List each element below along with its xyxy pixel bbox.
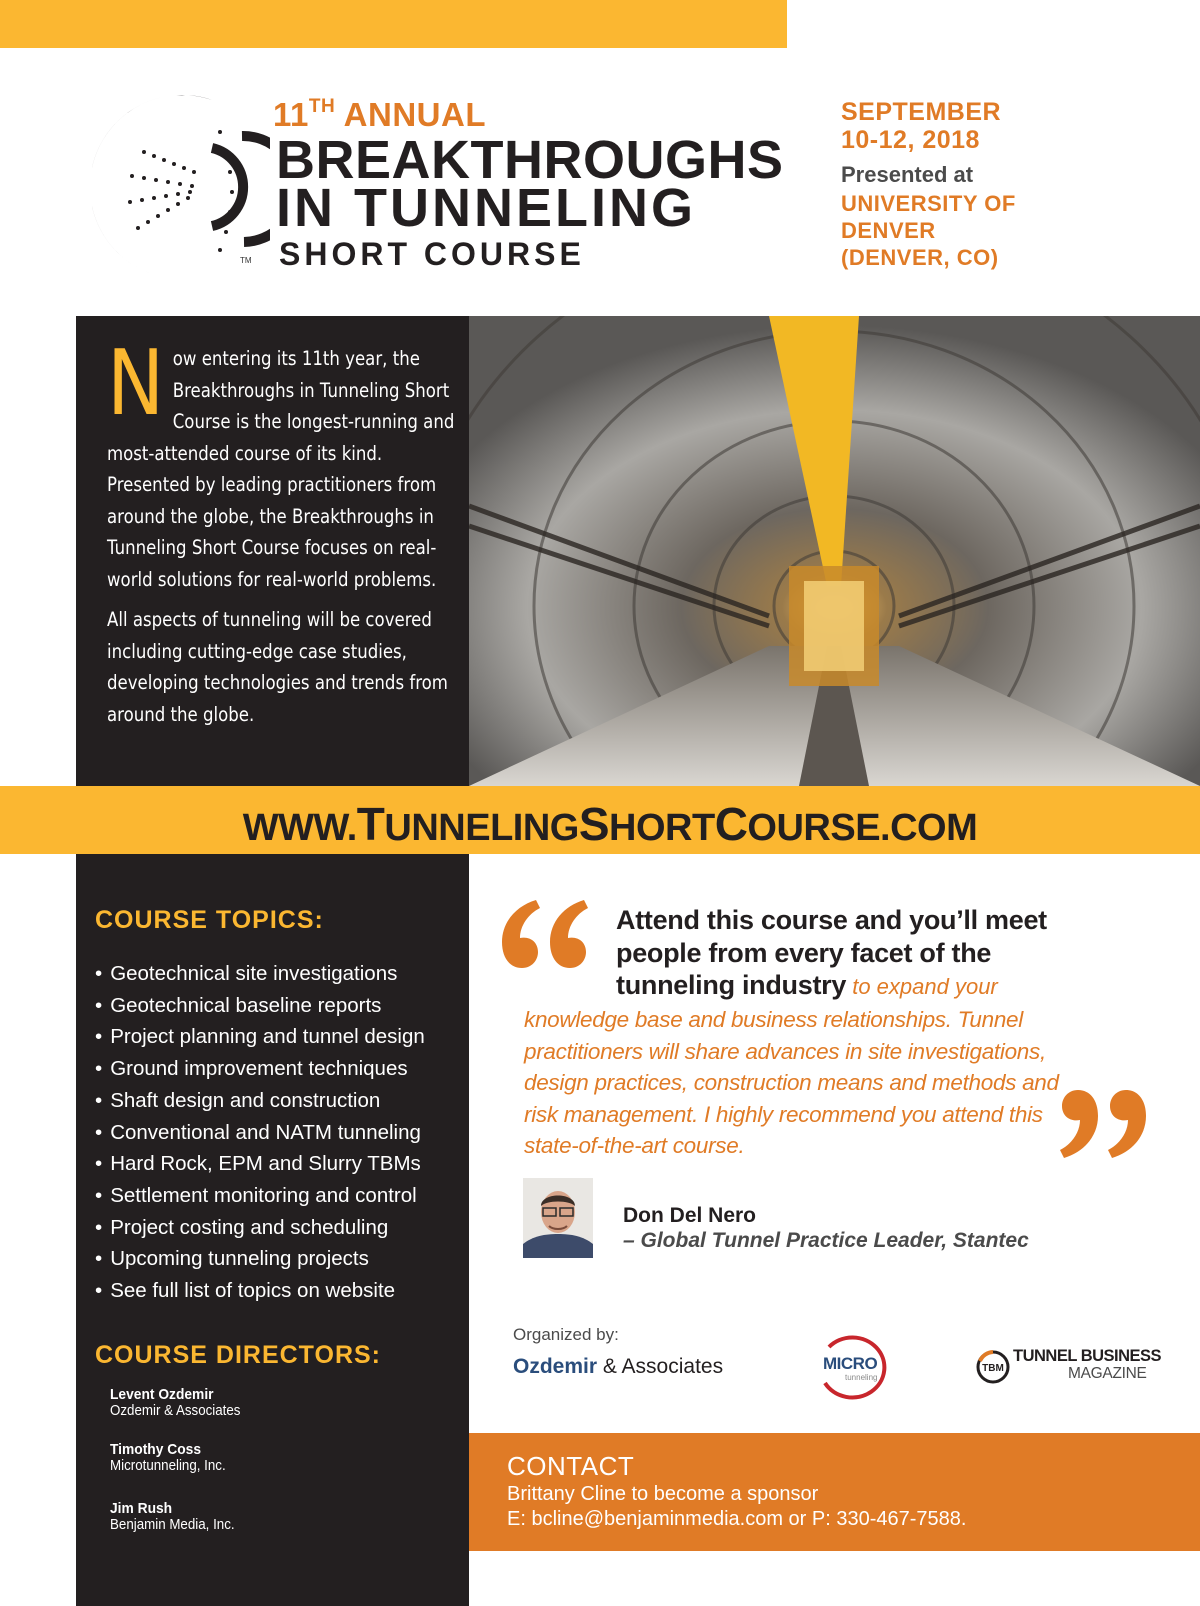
close-quote-icon [1058,1084,1150,1162]
course-topics-list [95,958,425,1307]
list-item: • Hard Rock, EPM and Slurry TBMs [95,1148,425,1180]
tunnel-photo [469,316,1200,786]
open-quote-icon [498,896,590,974]
director-name: Levent Ozdemir [110,1386,214,1403]
director-org: Benjamin Media, Inc. [110,1517,235,1533]
speaker-photo [523,1178,593,1258]
list-item: • Project planning and tunnel design [95,1021,425,1053]
title-line-2: IN TUNNELING [276,178,696,238]
director-entry [110,1386,240,1420]
list-item: • See full list of topics on website [95,1275,425,1307]
list-item: • Upcoming tunneling projects [95,1243,425,1275]
list-item: • Settlement monitoring and control [95,1180,425,1212]
intro-paragraph-2: All aspects of tunneling will be covered including cutting-edge case studies, developing technologies and trends from around the globe. [107,608,448,726]
course-directors-heading: COURSE DIRECTORS: [95,1341,382,1369]
list-item: • Ground improvement techniques [95,1053,425,1085]
organized-by-label: Organized by: [513,1325,619,1344]
director-entry [110,1500,235,1534]
director-org: Microtunneling, Inc. [110,1458,226,1474]
tbm-badge-text: TBM [982,1363,1004,1374]
tbm-logo-line-2: MAGAZINE [1068,1365,1147,1382]
contact-sponsor-text: Brittany Cline to become a sponsor [507,1483,819,1505]
director-name: Timothy Coss [110,1441,201,1458]
event-venue: UNIVERSITY OF DENVER (DENVER, CO) [841,191,1016,270]
tbm-logo-line-1: TUNNEL BUSINESS [1013,1347,1162,1365]
list-item: • Project costing and scheduling [95,1212,425,1244]
speaker-name: Don Del Nero [623,1204,757,1227]
list-item: • Conventional and NATM tunneling [95,1117,425,1149]
presented-at-label: Presented at [841,162,974,187]
contact-heading: CONTACT [507,1451,635,1481]
quote-body: knowledge base and business relationships. Tunnel practitioners will share advances in site investigations, design practices, construction means and methods and risk management. I highly recommend you attend this state-of-the-art course. [524,1007,1059,1158]
list-item: • Geotechnical baseline reports [95,990,425,1022]
list-item: • Geotechnical site investigations [95,958,425,990]
top-accent-bar [0,0,787,48]
director-entry [110,1441,226,1475]
contact-details-link[interactable]: E: bcline@benjaminmedia.com or P: 330-467-7588. [507,1508,967,1530]
tunnel-logo-icon [92,92,270,282]
list-item: • Shaft design and construction [95,1085,425,1117]
event-date: SEPTEMBER 10-12, 2018 [841,98,1002,154]
drop-cap: N [107,331,165,436]
director-org: Ozdemir & Associates [110,1403,241,1419]
quote-headline: Attend this course and you’ll meet people from every facet of the tunneling industry to expand your [616,905,1047,1000]
annual-edition: 11TH ANNUAL [273,96,486,133]
tbm-logo-icon [975,1349,1011,1385]
title-line-3: SHORT COURSE [279,236,585,272]
website-url-link[interactable]: WWW.TUNNELINGSHORTCOURSE.COM [242,798,978,850]
speaker-title: – Global Tunnel Practice Leader, Stantec [623,1229,1029,1252]
microtunneling-logo-subtext: tunneling [845,1373,878,1382]
intro-text: Now entering its 11th year, the Breakthroughs in Tunneling Short Course is the longest-running and most-attended course of its kind. Presented by leading practitioners from around the globe, the Breakthroughs in Tunneling Short Course focuses on real-world solutions for real-world problems. All aspects of tunneling will be covered including cutting-edge case studies, developing technologies and trends from around the globe. [107,343,456,739]
ozdemir-logo: Ozdemir & Associates [513,1355,724,1378]
title-line-1: BREAKTHROUGHS [276,130,784,190]
course-topics-heading: COURSE TOPICS: [95,906,324,934]
microtunneling-logo-text: MICRO [823,1354,878,1373]
trademark-mark: TM [240,256,252,265]
director-name: Jim Rush [110,1500,173,1517]
